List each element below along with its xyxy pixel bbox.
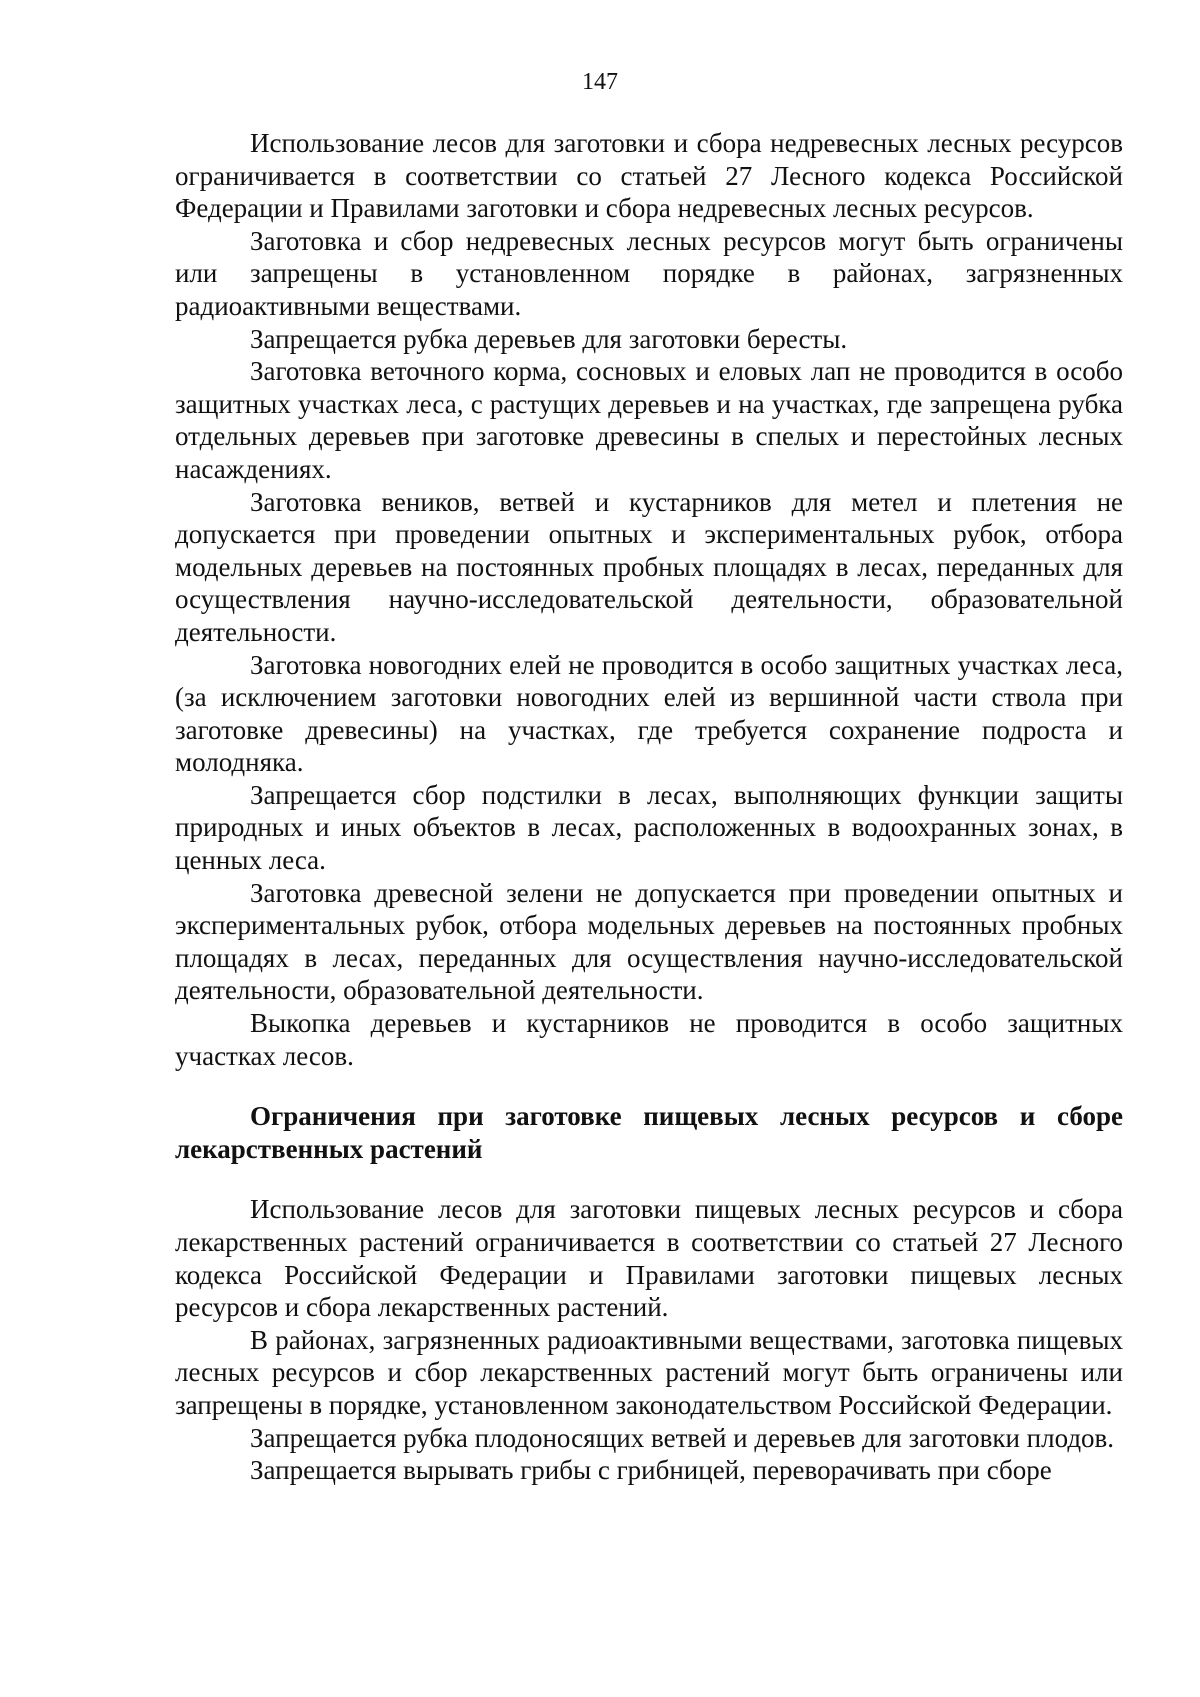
paragraph: Заготовка веников, ветвей и кустарников для метел и плетения не допускается при проведении опытных и экспериментальных рубок, отбора модельных деревьев на постоянных пробных площадях в лесах, переданных для осуществления научно-исследовательской деятельности, образовательной деятельности. — [175, 486, 1123, 647]
paragraph: Запрещается вырывать грибы с грибницей, переворачивать при сборе — [250, 1455, 1052, 1486]
section-heading: Ограничения при заготовке пищевых лесных ресурсов и сборе лекарственных растений — [175, 1101, 1123, 1164]
paragraph: Заготовка новогодних елей не проводится в особо защитных участках леса, (за исключением заготовки новогодних елей из вершинной части ствола при заготовке древесины) на участках, где требуется сохранение подроста и молодняка. — [175, 649, 1123, 778]
paragraph: Заготовка веточного корма, сосновых и еловых лап не проводится в особо защитных участках леса, с растущих деревьев и на участках, где запрещена рубка отдельных деревьев при заготовке древесины в спелых и перестойных лесных насаждениях. — [175, 356, 1123, 484]
paragraph: Запрещается сбор подстилки в лесах, выполняющих функции защиты природных и иных объектов в лесах, расположенных в водоохранных зонах, в ценных леса. — [175, 779, 1123, 876]
paragraph: Запрещается рубка плодоносящих ветвей и деревьев для заготовки плодов. — [250, 1422, 1115, 1453]
page-number: 147 — [582, 69, 618, 95]
paragraph: Заготовка древесной зелени не допускается при проведении опытных и экспериментальных рубок, отбора модельных деревьев на постоянных пробных площадях в лесах, переданных для осуществления научно-исследовательской деятельности, образовательной деятельности. — [175, 877, 1123, 1006]
paragraph: Выкопка деревьев и кустарников не проводится в особо защитных участках лесов. — [175, 1008, 1123, 1071]
paragraph: Использование лесов для заготовки и сбора недревесных лесных ресурсов ограничивается в соответствии со статьей 27 Лесного кодекса Российской Федерации и Правилами заготовки и сбора недревесных лесных ресурсов. — [175, 128, 1123, 224]
paragraph: Заготовка и сбор недревесных лесных ресурсов могут быть ограничены или запрещены в установленном порядке в районах, загрязненных радиоактивными веществами. — [175, 225, 1123, 321]
paragraph: В районах, загрязненных радиоактивными веществами, заготовка пищевых лесных ресурсов и сбор лекарственных растений могут быть ограничены или запрещены в порядке, установленном законодательством Российской Федерации. — [175, 1324, 1123, 1420]
paragraph: Использование лесов для заготовки пищевых лесных ресурсов и сбора лекарственных растений ограничивается в соответствии со статьей 27 Лесного кодекса Российской Федерации и Правилами заготовки пищевых лесных ресурсов и сбора лекарственных растений. — [175, 1194, 1123, 1323]
paragraph: Запрещается рубка деревьев для заготовки бересты. — [250, 323, 848, 354]
document-body — [175, 127, 1123, 1487]
